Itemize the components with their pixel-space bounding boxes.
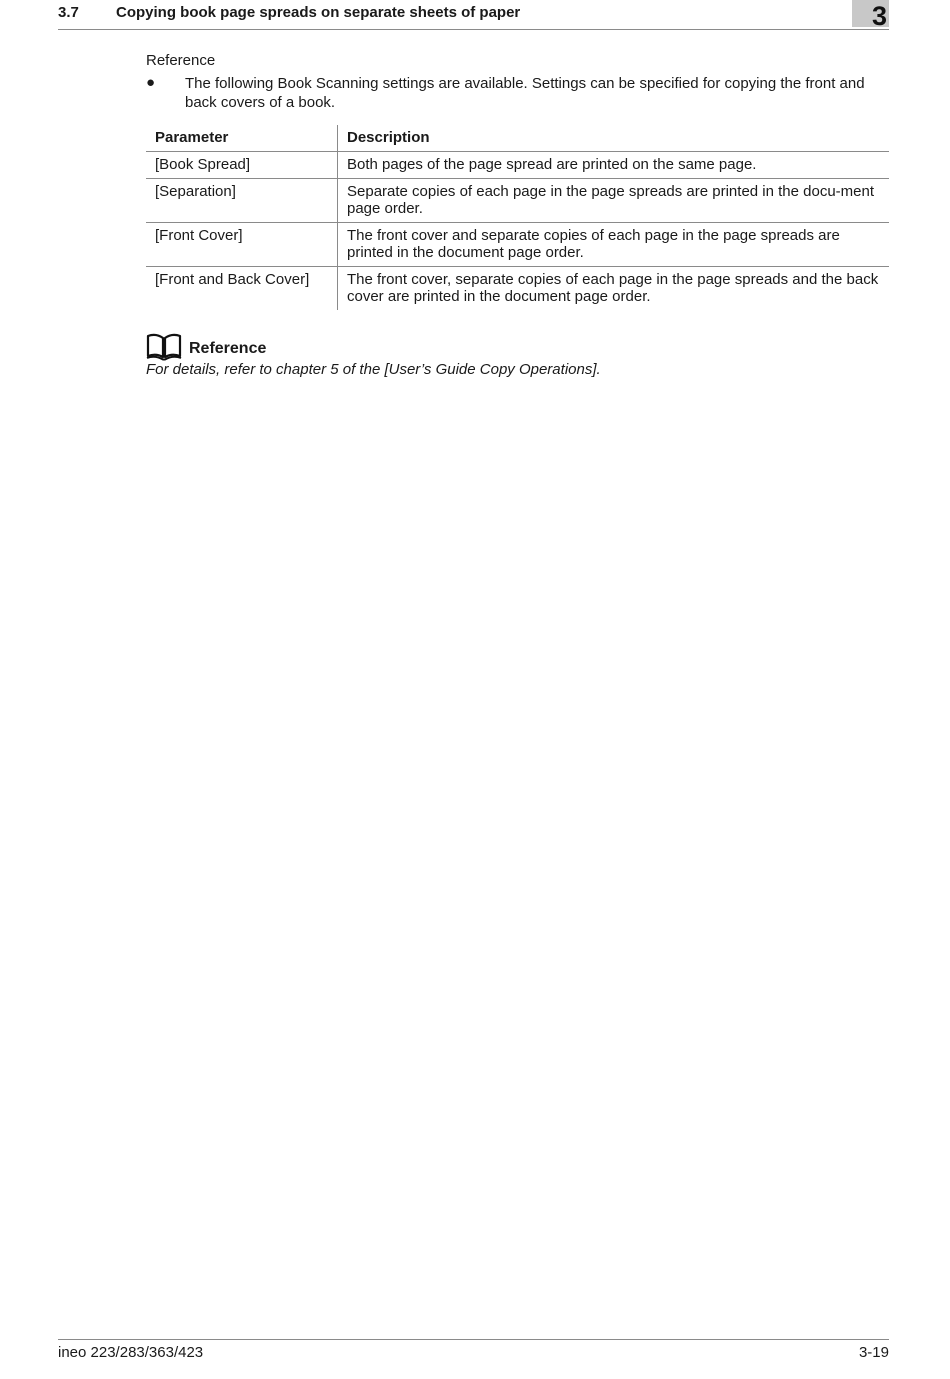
description-cell: Both pages of the page spread are printed on the same page. bbox=[347, 156, 757, 173]
footer-page-number: 3-19 bbox=[858, 1344, 889, 1361]
page-footer bbox=[58, 1339, 889, 1361]
footer-model: ineo 223/283/363/423 bbox=[58, 1344, 204, 1361]
chapter-number: 3 bbox=[871, 1, 887, 31]
bullet-text: The following Book Scanning settings are available. Settings can be specified for copying the front and back covers of a book. bbox=[185, 75, 865, 111]
bullet-icon: ● bbox=[146, 74, 156, 91]
parameter-table bbox=[146, 125, 889, 310]
page-header bbox=[58, 0, 889, 30]
parameter-cell: [Front Cover] bbox=[146, 223, 338, 267]
parameter-cell: [Front and Back Cover] bbox=[146, 267, 338, 311]
column-header-parameter: Parameter bbox=[146, 125, 338, 152]
table-header-row bbox=[146, 125, 889, 152]
description-cell: The front cover and separate copies of each page in the page spreads are printed in the document page order. bbox=[347, 227, 840, 261]
section-number: 3.7 bbox=[58, 4, 79, 21]
reference-label: Reference bbox=[146, 52, 216, 69]
section-title: Copying book page spreads on separate sheets of paper bbox=[116, 4, 521, 21]
table-row bbox=[146, 223, 889, 267]
description-cell: The front cover, separate copies of each page in the page spreads and the back cover are printed in the document page order. bbox=[347, 271, 879, 305]
reference-heading: Reference bbox=[189, 340, 267, 357]
reference-detail: For details, refer to chapter 5 of the [User’s Guide Copy Operations]. bbox=[146, 361, 601, 378]
column-header-description: Description bbox=[347, 129, 430, 146]
chapter-tab bbox=[852, 0, 889, 31]
table-row bbox=[146, 267, 889, 311]
parameter-cell: [Book Spread] bbox=[146, 152, 338, 179]
parameter-cell: [Separation] bbox=[146, 179, 338, 223]
table-row bbox=[146, 179, 889, 223]
description-cell: Separate copies of each page in the page spreads are printed in the docu-ment page order. bbox=[347, 183, 875, 217]
book-icon bbox=[146, 332, 182, 362]
table-row bbox=[146, 152, 889, 179]
